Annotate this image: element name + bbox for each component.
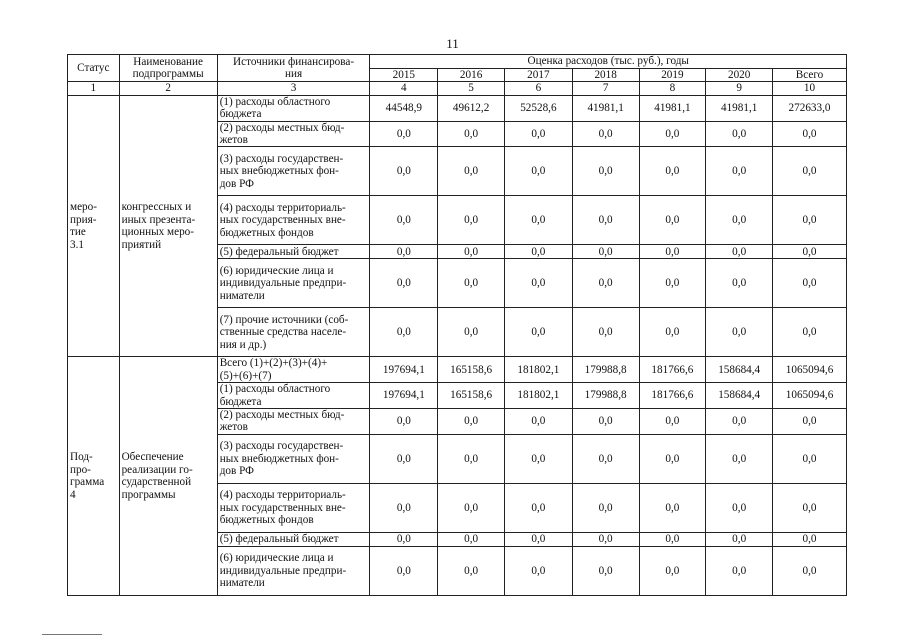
year-value-cell: 0,0 [370,196,438,245]
year-value-cell: 0,0 [639,196,706,245]
status-cell: меро- прия- тие 3.1 [68,95,120,357]
column-number: 7 [572,82,639,95]
year-value-cell: 0,0 [438,147,505,196]
year-value-cell: 0,0 [706,434,773,483]
year-value-cell: 197694,1 [370,357,438,383]
year-value-cell: 165158,6 [438,383,505,409]
total-value-cell: 0,0 [773,434,847,483]
year-value-cell: 179988,8 [572,383,639,409]
year-value-cell: 0,0 [370,147,438,196]
year-value-cell: 0,0 [706,409,773,435]
year-value-cell: 0,0 [438,259,505,308]
year-value-cell: 0,0 [706,546,773,595]
year-value-cell: 0,0 [370,409,438,435]
year-value-cell: 0,0 [438,308,505,357]
total-value-cell: 0,0 [773,147,847,196]
total-value-cell: 0,0 [773,259,847,308]
year-value-cell: 0,0 [572,434,639,483]
year-value-cell: 0,0 [504,308,572,357]
funding-source-cell: (2) расходы местных бюд- жетов [217,409,370,435]
year-value-cell: 0,0 [504,259,572,308]
year-value-cell: 179988,8 [572,357,639,383]
year-value-cell: 0,0 [639,245,706,259]
header-status: Статус [68,55,120,82]
year-value-cell: 0,0 [438,409,505,435]
year-value-cell: 0,0 [504,532,572,546]
funding-source-cell: (1) расходы областного бюджета [217,95,370,121]
subprogram-name-cell: Обеспечение реализации го- сударственной программы [119,357,217,595]
status-cell: Под- про- грамма 4 [68,357,120,595]
year-value-cell: 0,0 [504,483,572,532]
column-number: 4 [370,82,438,95]
year-value-cell: 0,0 [504,409,572,435]
funding-source-cell: (1) расходы областного бюджета [217,383,370,409]
funding-source-cell: (6) юридические лица и индивидуальные предпри- ниматели [217,259,370,308]
funding-source-cell: Всего (1)+(2)+(3)+(4)+ (5)+(6)+(7) [217,357,370,383]
table-row [68,95,847,121]
year-value-cell: 0,0 [706,196,773,245]
total-value-cell: 1065094,6 [773,383,847,409]
year-value-cell: 0,0 [370,259,438,308]
funding-source-cell: (4) расходы территориаль- ных государственных вне- бюджетных фондов [217,196,370,245]
year-value-cell: 0,0 [504,147,572,196]
year-value-cell: 0,0 [572,259,639,308]
total-value-cell: 272633,0 [773,95,847,121]
header-year: 2015 [370,69,438,82]
column-number: 2 [119,82,217,95]
year-value-cell: 0,0 [706,147,773,196]
year-value-cell: 0,0 [639,147,706,196]
year-value-cell: 181766,6 [639,383,706,409]
year-value-cell: 158684,4 [706,357,773,383]
year-value-cell: 0,0 [572,546,639,595]
funding-source-cell: (3) расходы государствен- ных внебюджетных фон- дов РФ [217,147,370,196]
year-value-cell: 0,0 [706,308,773,357]
year-value-cell: 181802,1 [504,383,572,409]
year-value-cell: 0,0 [706,483,773,532]
year-value-cell: 0,0 [572,532,639,546]
year-value-cell: 0,0 [438,196,505,245]
year-value-cell: 0,0 [438,121,505,147]
funding-source-cell: (3) расходы государствен- ных внебюджетных фон- дов РФ [217,434,370,483]
year-value-cell: 41981,1 [639,95,706,121]
year-value-cell: 0,0 [639,434,706,483]
year-value-cell: 0,0 [572,308,639,357]
funding-source-cell: (2) расходы местных бюд- жетов [217,121,370,147]
year-value-cell: 181802,1 [504,357,572,383]
page-number: 11 [446,36,459,51]
total-value-cell: 0,0 [773,245,847,259]
year-value-cell: 41981,1 [706,95,773,121]
total-value-cell: 0,0 [773,483,847,532]
table-row [68,357,847,383]
total-value-cell: 0,0 [773,532,847,546]
year-value-cell: 0,0 [370,245,438,259]
year-value-cell: 0,0 [572,409,639,435]
year-value-cell: 0,0 [706,259,773,308]
header-year: 2016 [438,69,505,82]
funding-source-cell: (7) прочие источники (соб- ственные средства населе- ния и др.) [217,308,370,357]
column-number: 3 [217,82,370,95]
year-value-cell: 0,0 [504,434,572,483]
subprogram-name-cell: конгрессных и иных презента- ционных меро- приятий [119,95,217,357]
year-value-cell: 158684,4 [706,383,773,409]
year-value-cell: 0,0 [370,121,438,147]
year-value-cell: 0,0 [438,532,505,546]
header-cost-estimate: Оценка расходов (тыс. руб.), годы [370,55,847,69]
year-value-cell: 0,0 [706,532,773,546]
year-value-cell: 0,0 [504,196,572,245]
column-number: 6 [504,82,572,95]
year-value-cell: 0,0 [370,483,438,532]
year-value-cell: 0,0 [504,546,572,595]
column-number: 5 [438,82,505,95]
year-value-cell: 0,0 [572,196,639,245]
total-value-cell: 0,0 [773,546,847,595]
year-value-cell: 0,0 [639,121,706,147]
year-value-cell: 0,0 [504,245,572,259]
header-year: 2020 [706,69,773,82]
table-header [68,55,847,96]
header-year: 2019 [639,69,706,82]
year-value-cell: 0,0 [706,245,773,259]
header-total: Всего [773,69,847,82]
funding-source-cell: (5) федеральный бюджет [217,532,370,546]
year-value-cell: 0,0 [370,434,438,483]
year-value-cell: 0,0 [438,546,505,595]
header-funding-source: Источники финансирова- ния [217,55,370,82]
year-value-cell: 0,0 [370,546,438,595]
total-value-cell: 0,0 [773,409,847,435]
funding-source-cell: (6) юридические лица и индивидуальные предпри- ниматели [217,546,370,595]
funding-source-cell: (4) расходы территориаль- ных государственных вне- бюджетных фондов [217,483,370,532]
total-value-cell: 0,0 [773,196,847,245]
year-value-cell: 0,0 [639,483,706,532]
header-year: 2018 [572,69,639,82]
total-value-cell: 0,0 [773,121,847,147]
year-value-cell: 0,0 [639,546,706,595]
total-value-cell: 1065094,6 [773,357,847,383]
year-value-cell: 0,0 [639,308,706,357]
year-value-cell: 0,0 [504,121,572,147]
year-value-cell: 0,0 [370,532,438,546]
year-value-cell: 0,0 [438,245,505,259]
footnote-rule [42,634,102,635]
year-value-cell: 44548,9 [370,95,438,121]
year-value-cell: 0,0 [370,308,438,357]
year-value-cell: 0,0 [572,245,639,259]
table-body [68,95,847,595]
year-value-cell: 0,0 [572,121,639,147]
year-value-cell: 0,0 [639,259,706,308]
year-value-cell: 0,0 [438,434,505,483]
total-value-cell: 0,0 [773,308,847,357]
year-value-cell: 181766,6 [639,357,706,383]
year-value-cell: 0,0 [572,483,639,532]
year-value-cell: 165158,6 [438,357,505,383]
year-value-cell: 0,0 [706,121,773,147]
header-year: 2017 [504,69,572,82]
column-number: 8 [639,82,706,95]
year-value-cell: 0,0 [639,409,706,435]
header-subprogram-name: Наименование подпрограммы [119,55,217,82]
funding-source-cell: (5) федеральный бюджет [217,245,370,259]
year-value-cell: 52528,6 [504,95,572,121]
year-value-cell: 0,0 [572,147,639,196]
year-value-cell: 41981,1 [572,95,639,121]
year-value-cell: 0,0 [438,483,505,532]
column-number: 9 [706,82,773,95]
year-value-cell: 0,0 [639,532,706,546]
year-value-cell: 197694,1 [370,383,438,409]
column-number: 1 [68,82,120,95]
column-number: 10 [773,82,847,95]
budget-table [67,54,847,596]
year-value-cell: 49612,2 [438,95,505,121]
